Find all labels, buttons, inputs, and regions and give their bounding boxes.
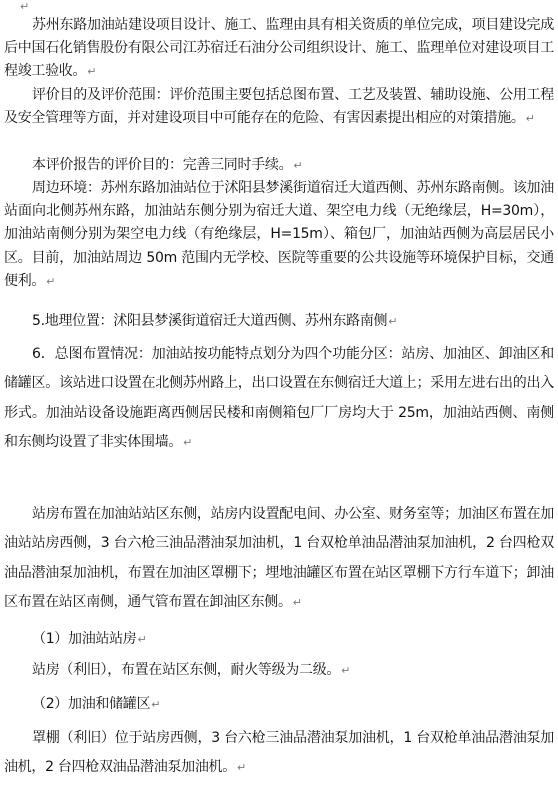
paragraph-station-building-layout (4, 500, 554, 617)
paragraph-mark-icon: ↵ (137, 633, 147, 646)
paragraph-station-building (4, 656, 554, 685)
paragraph-evaluation-scope (4, 84, 554, 130)
paragraph-mark-icon: ↵ (341, 664, 351, 677)
paragraph-text: 罩棚（利旧）位于站房西侧，3 台六枪三油品潜油泵加油机，1 台双枪单油品潜油泵加油机，2 台四枪双油品潜油泵加油机。 (4, 730, 554, 776)
paragraph-mark-icon: ↵ (236, 761, 246, 775)
heading-text: （2）加油和储罐区 (32, 696, 151, 712)
paragraph-text: 站房布置在加油站站区东侧，站房内设置配电间、办公室、财务室等；加油区布置在加油站站房西侧，3 台六枪三油品潜油泵加油机，1 台双枪单油品潜油泵加油机，2 台四枪双油品潜油泵加油机，布置在加油区罩棚下；埋地油罐区布置在站区罩棚下方行车道下；卸油区布置在站区南侧，通气管布置在卸油区东侧。 (4, 506, 554, 610)
paragraph-mark-icon: ↵ (46, 274, 56, 288)
paragraph-canopy (4, 724, 554, 783)
paragraph-text: 苏州东路加油站建设项目设计、施工、监理由具有相关资质的单位完成，项目建设完成后中国石化销售股份有限公司江苏宿迁石油分公司组织设计、施工、监理单位对建设项目工程竣工验收。 (4, 17, 554, 80)
paragraph-mark-icon: ↵ (525, 112, 535, 126)
paragraph-mark-icon: ↵ (20, 0, 30, 13)
heading-station-building (4, 625, 554, 654)
paragraph-text: 周边环境：苏州东路加油站位于沭阳县梦溪街道宿迁大道西侧、苏州东路南侧。该加油站面向北侧苏州东路，加油站东侧分别为宿迁大道、架空电力线（无绝缘层，H=30m），加油站南侧分别为架空电力线（有绝缘层，H=15m）、箱包厂，加油站西侧为高层居民小区。目前，加油站周边 50m 范围内无学校、医院等重要的公共设施等环境保护目标，交通便利。 (4, 180, 554, 289)
paragraph-mark-icon: ↵ (292, 595, 302, 609)
paragraph-evaluation-purpose (4, 154, 554, 177)
paragraph-text: 评价目的及评价范围：评价范围主要包括总图布置、工艺及装置、辅助设施、公用工程及安全管理等方面，并对建设项目中可能存在的危险、有害因素提出相应的对策措施。 (4, 87, 554, 127)
paragraph-text: 6．总图布置情况：加油站按功能特点划分为四个功能分区：站房、加油区、卸油区和储罐区。该站进口设置在北侧苏州路上，出口设置在东侧宿迁大道上；采用左进右出的出入形式。加油站设备设施距离西侧居民楼和南侧箱包厂厂房均大于 25m，加油站西侧、南侧和东侧均设置了非实体围墙。 (4, 346, 554, 450)
paragraph-text: 本评价报告的评价目的：完善三同时手续。 (32, 157, 293, 173)
heading-text: （1）加油站站房 (32, 631, 137, 647)
paragraph-mark-icon: ↵ (293, 159, 303, 172)
paragraph-site-layout (4, 340, 554, 457)
paragraph-mark-icon: ↵ (388, 315, 398, 328)
paragraph-location (4, 310, 554, 333)
paragraph-text: 站房（利旧），布置在站区东侧，耐火等级为二级。 (32, 662, 341, 678)
paragraph-surroundings (4, 177, 554, 293)
paragraph-text: 5.地理位置：沭阳县梦溪街道宿迁大道西侧、苏州东路南侧 (32, 313, 388, 329)
paragraph-construction (4, 14, 554, 84)
paragraph-mark-icon: ↵ (151, 698, 161, 711)
paragraph-mark-icon: ↵ (87, 65, 97, 79)
paragraph-mark-icon: ↵ (183, 435, 193, 449)
heading-fueling-and-tank-area (4, 690, 554, 719)
